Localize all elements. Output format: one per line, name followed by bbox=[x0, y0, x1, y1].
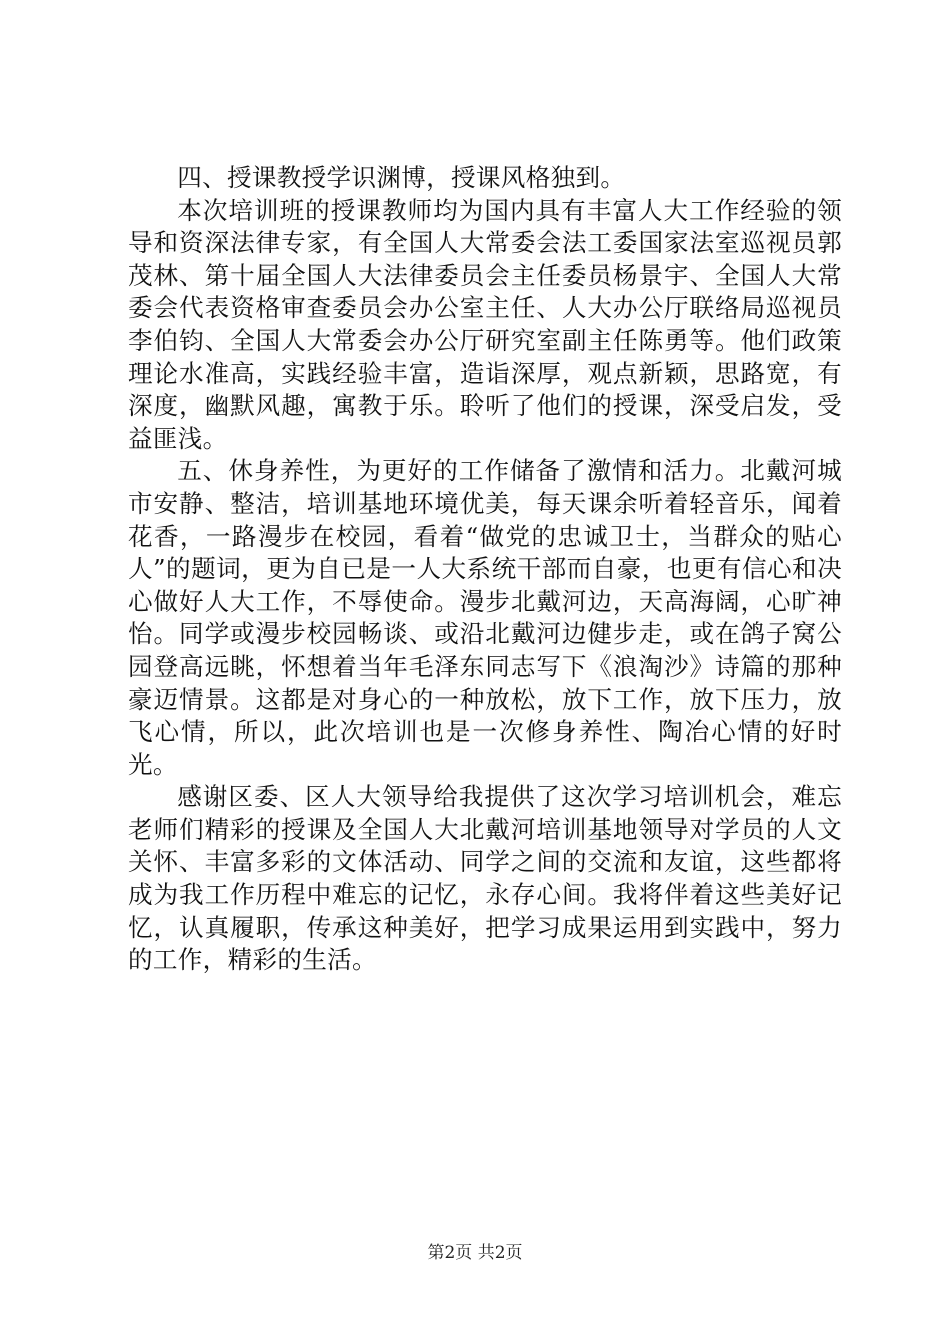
paragraph-section-five: 五、休身养性，为更好的工作储备了激情和活力。北戴河城市安静、整洁，培训基地环境优美，每天课余听着轻音乐，闻着花香，一路漫步在校园，看着“做党的忠诚卫士，当群众的贴心人”的题词，更为自已是一人大系统干部而自豪，也更有信心和决心做好人大工作，不辱使命。漫步北戴河边，天高海阔，心旷神怡。同学或漫步校园畅谈、或沿北戴河边健步走，或在鸽子窝公园登高远眺，怀想着当年毛泽东同志写下《浪淘沙》诗篇的那种豪迈情景。这都是对身心的一种放松，放下工作，放下压力，放飞心情，所以，此次培训也是一次修身养性、陶冶心情的好时光。 bbox=[128, 456, 842, 779]
paragraph-section-four-heading: 四、授课教授学识渊博，授课风格独到。 bbox=[177, 163, 626, 192]
paragraph-thanks: 感谢区委、区人大领导给我提供了这次学习培训机会，难忘老师们精彩的授课及全国人大北戴河培训基地领导对学员的人文关怀、丰富多彩的文体活动、同学之间的交流和友谊，这些都将成为我工作历程中难忘的记忆，永存心间。我将伴着这些美好记忆，认真履职，传承这种美好，把学习成果运用到实践中，努力的工作，精彩的生活。 bbox=[128, 782, 842, 975]
page-number-footer: 第2页 共2页 bbox=[427, 1243, 523, 1263]
document-body bbox=[128, 162, 842, 977]
paragraph-instructors: 本次培训班的授课教师均为国内具有丰富人大工作经验的领导和资深法律专家，有全国人大常委会法工委国家法室巡视员郭茂林、第十届全国人大法律委员会主任委员杨景宇、全国人大常委会代表资格审查委员会办公室主任、人大办公厅联络局巡视员李伯钧、全国人大常委会办公厅研究室副主任陈勇等。他们政策理论水准高，实践经验丰富，造诣深厚，观点新颖，思路宽，有深度，幽默风趣，寓教于乐。聆听了他们的授课，深受启发，受益匪浅。 bbox=[128, 195, 842, 453]
